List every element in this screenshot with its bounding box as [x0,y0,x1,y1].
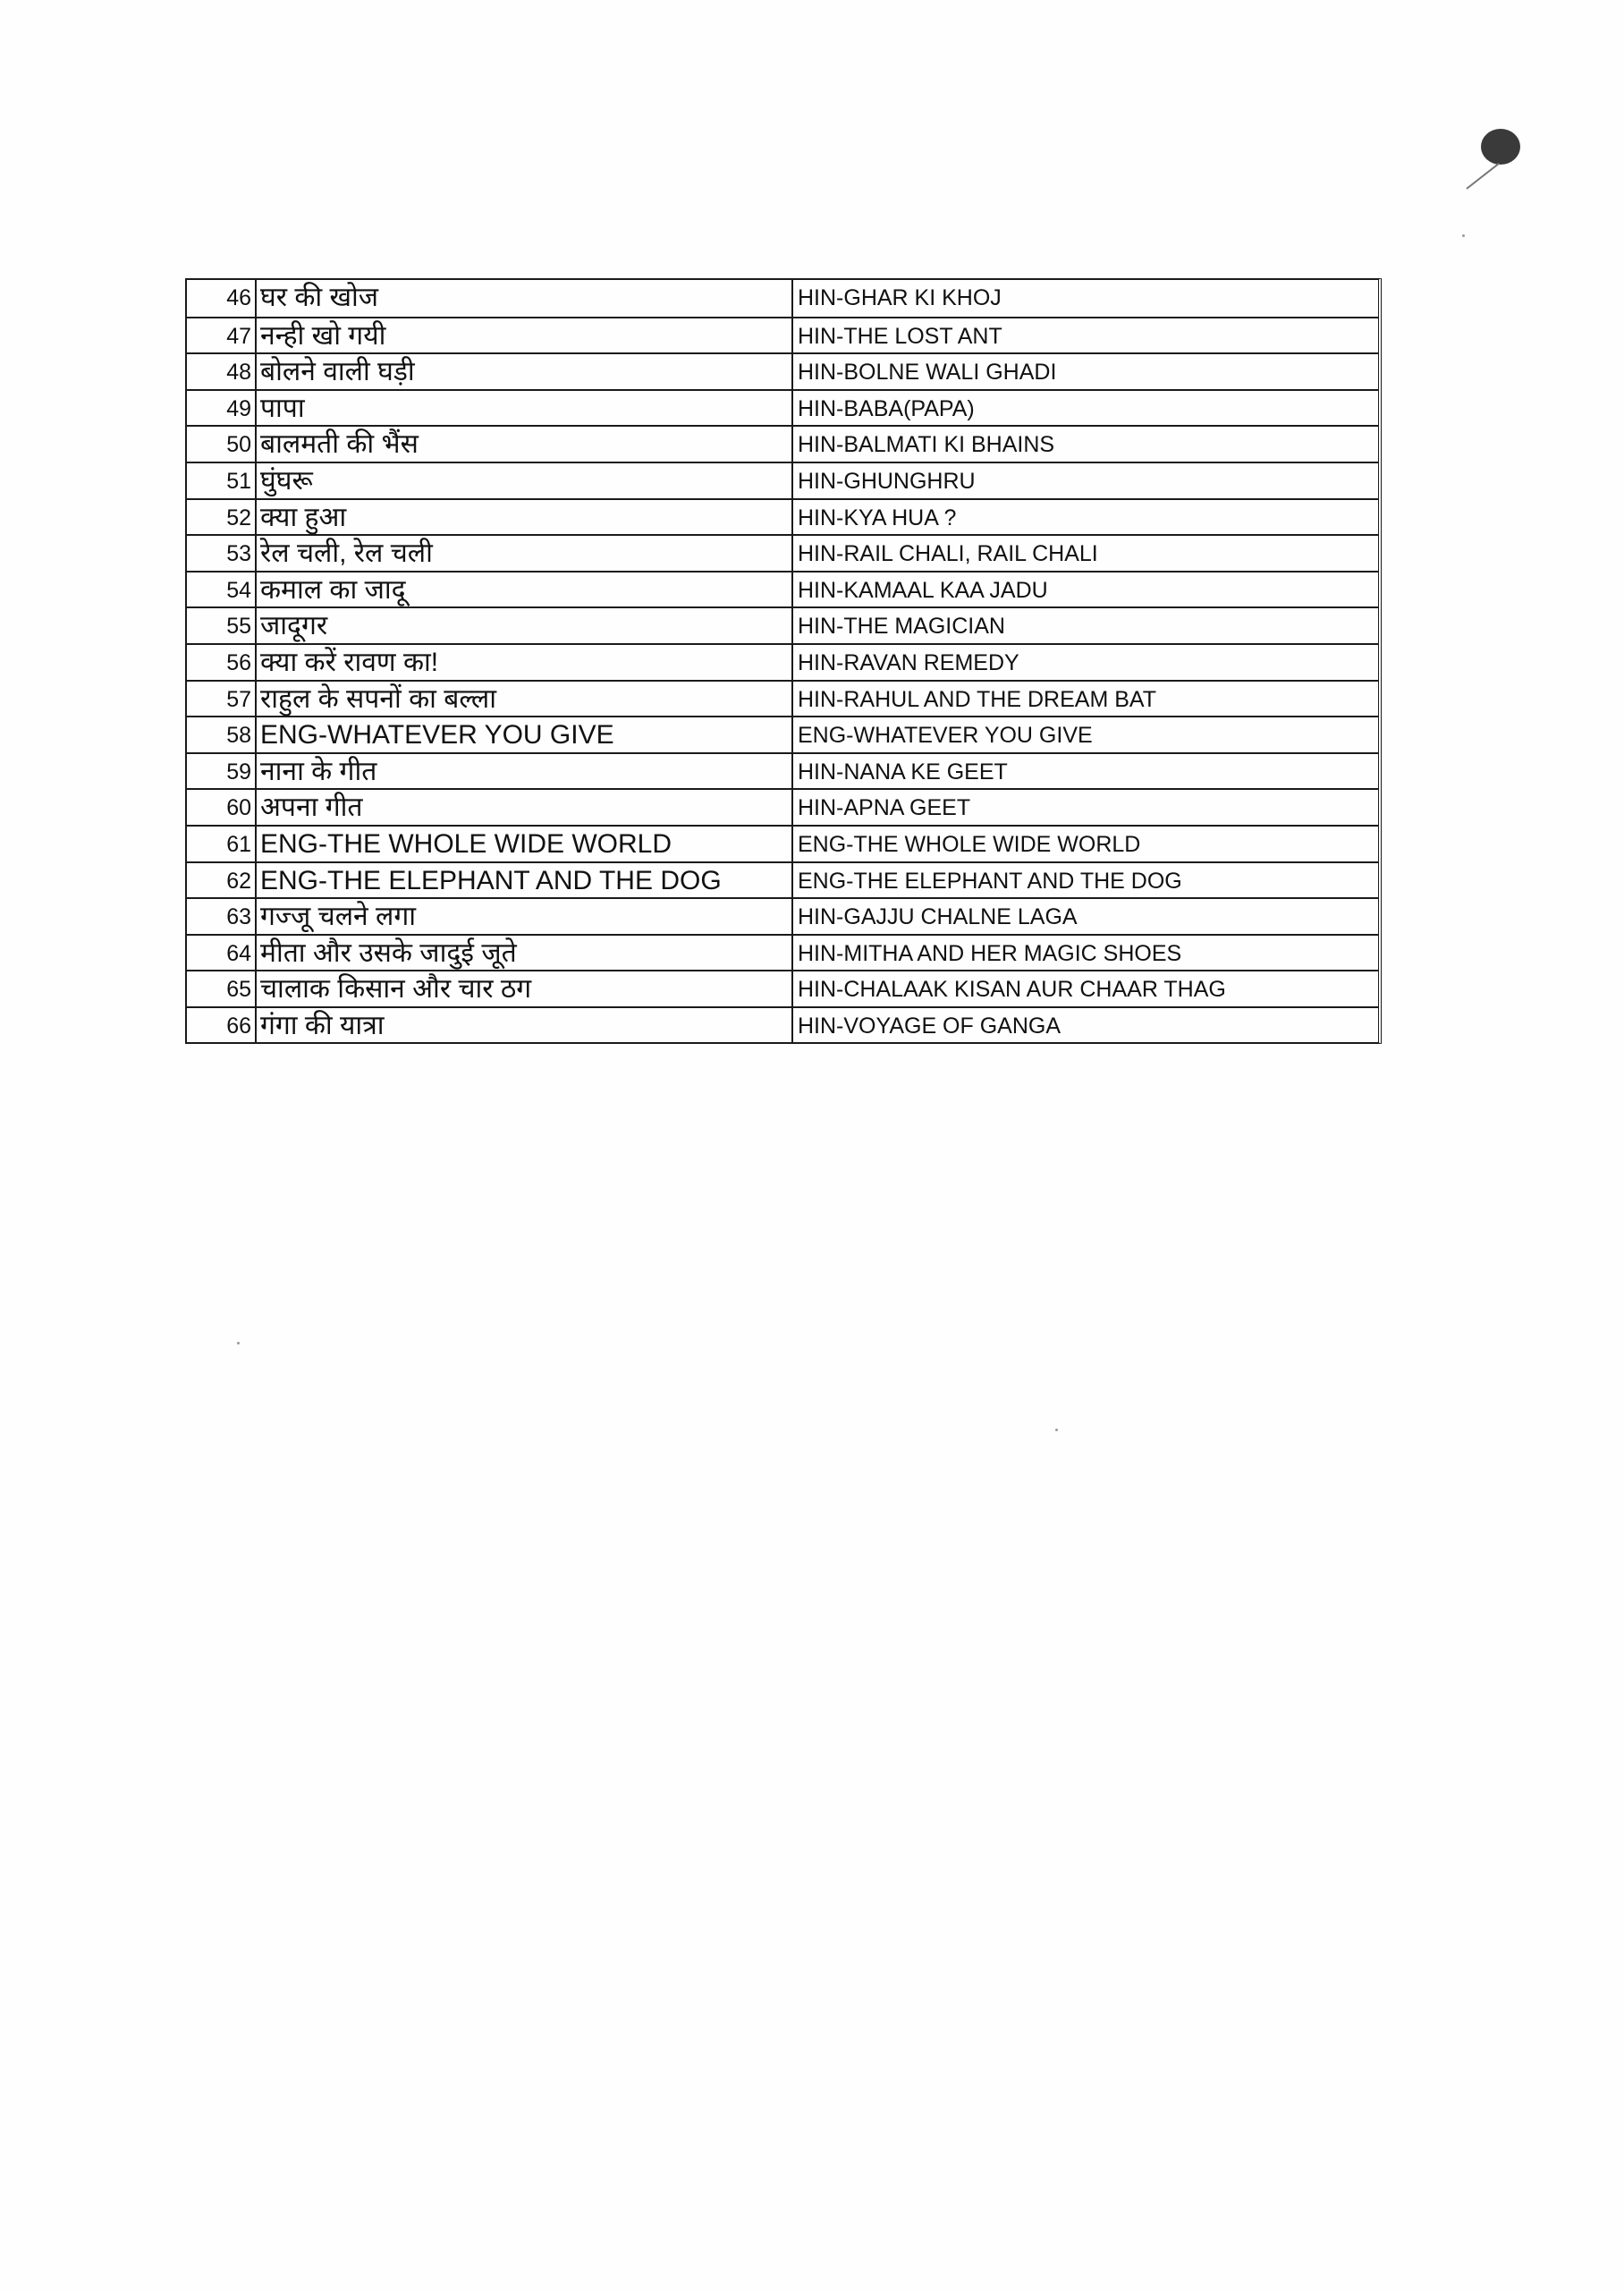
table-row [187,1006,1378,1043]
book-code-cell: HIN-RAHUL AND THE DREAM BAT [798,686,1156,712]
book-code-cell: HIN-KYA HUA ? [798,505,957,530]
table-row [187,788,1378,825]
book-code-cell: HIN-THE LOST ANT [798,323,1002,349]
book-code-cell: HIN-BOLNE WALI GHADI [798,360,1057,386]
book-title-cell: ENG-THE WHOLE WIDE WORLD [257,827,793,861]
book-code-cell: HIN-NANA KE GEET [798,759,1008,785]
book-title-cell: गंगा की यात्रा [257,1008,793,1043]
book-list-table [185,278,1382,1044]
table-row [187,861,1378,898]
book-title-cell: मीता और उसके जादुई जूते [257,936,793,971]
book-code-cell: ENG-THE WHOLE WIDE WORLD [798,831,1141,857]
table-row [187,462,1378,498]
book-title-cell: राहुल के सपनों का बल्ला [257,682,793,717]
book-title-cell: क्या करें रावण का! [257,645,793,680]
book-title-cell: क्या हुआ [257,500,793,535]
table-row [187,280,1378,317]
scan-speck [237,1342,240,1344]
book-code-cell: HIN-BABA(PAPA) [798,395,975,421]
row-number-cell: 63 [187,899,257,934]
table-row [187,498,1378,535]
book-code-cell: HIN-GHAR KI KHOJ [798,285,1002,310]
book-title-cell: बोलने वाली घड़ी [257,354,793,389]
book-title-cell: नाना के गीत [257,754,793,789]
book-code-cell: ENG-THE ELEPHANT AND THE DOG [798,868,1182,894]
book-code-cell: HIN-THE MAGICIAN [798,614,1005,640]
pen-stroke-mark [1466,163,1499,190]
book-code-cell: HIN-MITHA AND HER MAGIC SHOES [798,940,1182,966]
table-row [187,934,1378,971]
row-number-cell: 59 [187,754,257,789]
book-title-cell: बालमती की भैंस [257,427,793,462]
book-code-cell: HIN-RAIL CHALI, RAIL CHALI [798,541,1098,567]
row-number-cell: 62 [187,863,257,898]
punch-hole-mark [1481,129,1520,165]
table-row [187,716,1378,752]
book-code-cell: ENG-WHATEVER YOU GIVE [798,723,1093,749]
table-row [187,970,1378,1006]
book-code-cell: HIN-VOYAGE OF GANGA [798,1013,1062,1039]
row-number-cell: 53 [187,536,257,571]
book-code-cell: HIN-GHUNGHRU [798,468,976,494]
scan-speck [1462,234,1465,237]
book-code-cell: HIN-RAVAN REMEDY [798,649,1019,675]
table-row [187,534,1378,571]
table-row [187,571,1378,607]
book-title-cell: ENG-WHATEVER YOU GIVE [257,717,793,752]
row-number-cell: 60 [187,790,257,825]
row-number-cell: 47 [187,318,257,353]
row-number-cell: 54 [187,572,257,607]
table-row [187,752,1378,789]
table-row [187,643,1378,680]
row-number-cell: 58 [187,717,257,752]
scan-speck [1055,1429,1058,1431]
row-number-cell: 57 [187,682,257,717]
book-title-cell: गज्जू चलने लगा [257,899,793,934]
book-title-cell: नन्ही खो गयी [257,318,793,353]
row-number-cell: 49 [187,391,257,426]
table-row [187,897,1378,934]
book-title-cell: कमाल का जादू [257,572,793,607]
book-code-cell: HIN-KAMAAL KAA JADU [798,577,1048,603]
table-row [187,352,1378,389]
row-number-cell: 51 [187,463,257,498]
table-row [187,317,1378,353]
table-row [187,680,1378,717]
book-title-cell: पापा [257,391,793,426]
row-number-cell: 55 [187,608,257,643]
table-row [187,389,1378,426]
book-code-cell: HIN-CHALAAK KISAN AUR CHAAR THAG [798,977,1226,1003]
book-title-cell: जादूगर [257,608,793,643]
book-title-cell: ENG-THE ELEPHANT AND THE DOG [257,863,793,898]
row-number-cell: 50 [187,427,257,462]
book-code-cell: HIN-GAJJU CHALNE LAGA [798,904,1078,930]
row-number-cell: 64 [187,936,257,971]
book-title-cell: घुंघरू [257,463,793,498]
row-number-cell: 61 [187,827,257,861]
table-row [187,425,1378,462]
book-code-cell: HIN-APNA GEET [798,795,971,821]
book-title-cell: रेल चली, रेल चली [257,536,793,571]
table-row [187,606,1378,643]
book-title-cell: चालाक किसान और चार ठग [257,971,793,1006]
row-number-cell: 46 [187,280,257,317]
row-number-cell: 56 [187,645,257,680]
row-number-cell: 65 [187,971,257,1006]
book-title-cell: अपना गीत [257,790,793,825]
row-number-cell: 48 [187,354,257,389]
book-title-cell: घर की खोज [257,280,793,317]
row-number-cell: 52 [187,500,257,535]
row-number-cell: 66 [187,1008,257,1043]
book-code-cell: HIN-BALMATI KI BHAINS [798,432,1055,458]
table-row [187,825,1378,861]
